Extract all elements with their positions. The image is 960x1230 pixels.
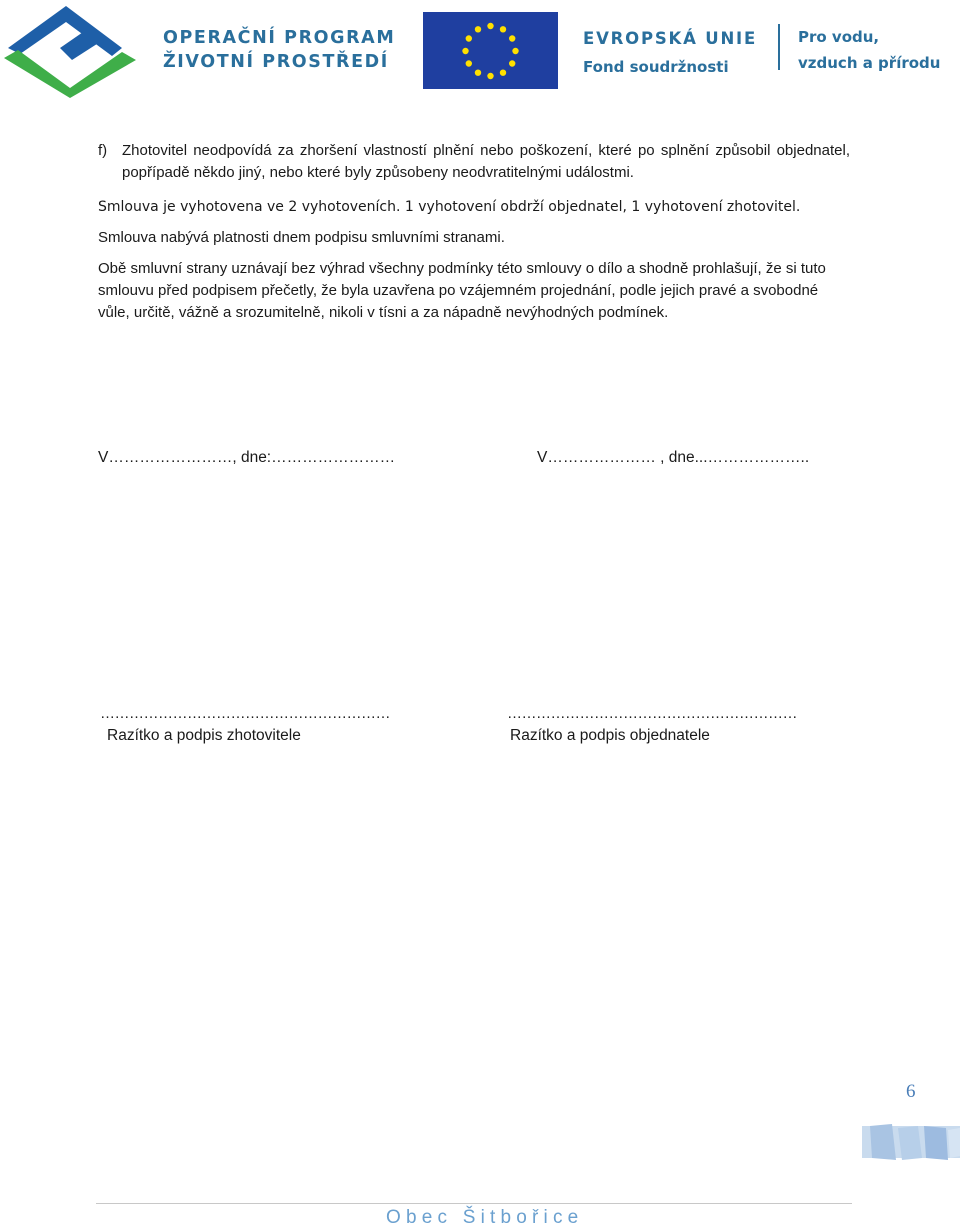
program-name — [163, 26, 395, 74]
signature-label-left: Razítko a podpis zhotovitele — [107, 727, 301, 744]
eu-flag — [423, 12, 558, 89]
footer-text: Obec Šitbořice — [386, 1207, 584, 1228]
opzp-logo — [0, 2, 140, 98]
slogan-line-1: Pro vodu, — [798, 28, 880, 46]
page-corner-decoration-icon — [862, 1122, 960, 1162]
clause-f — [98, 140, 850, 184]
signature-line-right: …………………………………………………… — [507, 705, 797, 722]
clause-f-label: f) — [98, 142, 108, 159]
signature-line-left: …………………………………………………… — [100, 705, 390, 722]
eu-line-2: Fond soudržnosti — [583, 58, 729, 76]
agreement-paragraph: Obě smluvní strany uznávají bez výhrad všechny podmínky této smlouvy o dílo a shodně prohlašují, že si tuto smlouvu před podpisem přečetly, že byla uzavřena po vzájemném projednání, podle jejich pravé a svobodné vůle, určitě, vážně a srozumitelně, nikoli v tísni a za nápadně nevýhodných podmínek. — [98, 260, 826, 321]
footer-rule — [96, 1203, 852, 1204]
page-number: 6 — [906, 1081, 916, 1102]
place-date-right: V………………… , dne...……………….. — [537, 449, 810, 466]
slogan — [798, 24, 940, 76]
copies-paragraph: Smlouva je vyhotovena ve 2 vyhotoveních. 1 vyhotovení obdrží objednatel, 1 vyhotovení zhotovitel. — [98, 199, 801, 215]
header-divider — [778, 24, 780, 70]
validity-paragraph: Smlouva nabývá platnosti dnem podpisu smluvními stranami. — [98, 229, 505, 246]
eu-line-1: EVROPSKÁ UNIE — [583, 29, 758, 48]
program-line-1: OPERAČNÍ PROGRAM — [163, 28, 396, 48]
place-date-left: V……………………, dne:…………………… — [98, 449, 396, 466]
slogan-line-2: vzduch a přírodu — [798, 54, 941, 72]
clause-f-text: Zhotovitel neodpovídá za zhoršení vlastností plnění nebo poškození, které po splnění způsobil objednatel, popřípadě někdo jiný, nebo které byly způsobeny neodvratitelnými událostmi. — [122, 142, 850, 181]
eu-label — [583, 24, 757, 82]
program-line-2: ŽIVOTNÍ PROSTŘEDÍ — [163, 52, 389, 72]
signature-label-right: Razítko a podpis objednatele — [510, 727, 710, 744]
